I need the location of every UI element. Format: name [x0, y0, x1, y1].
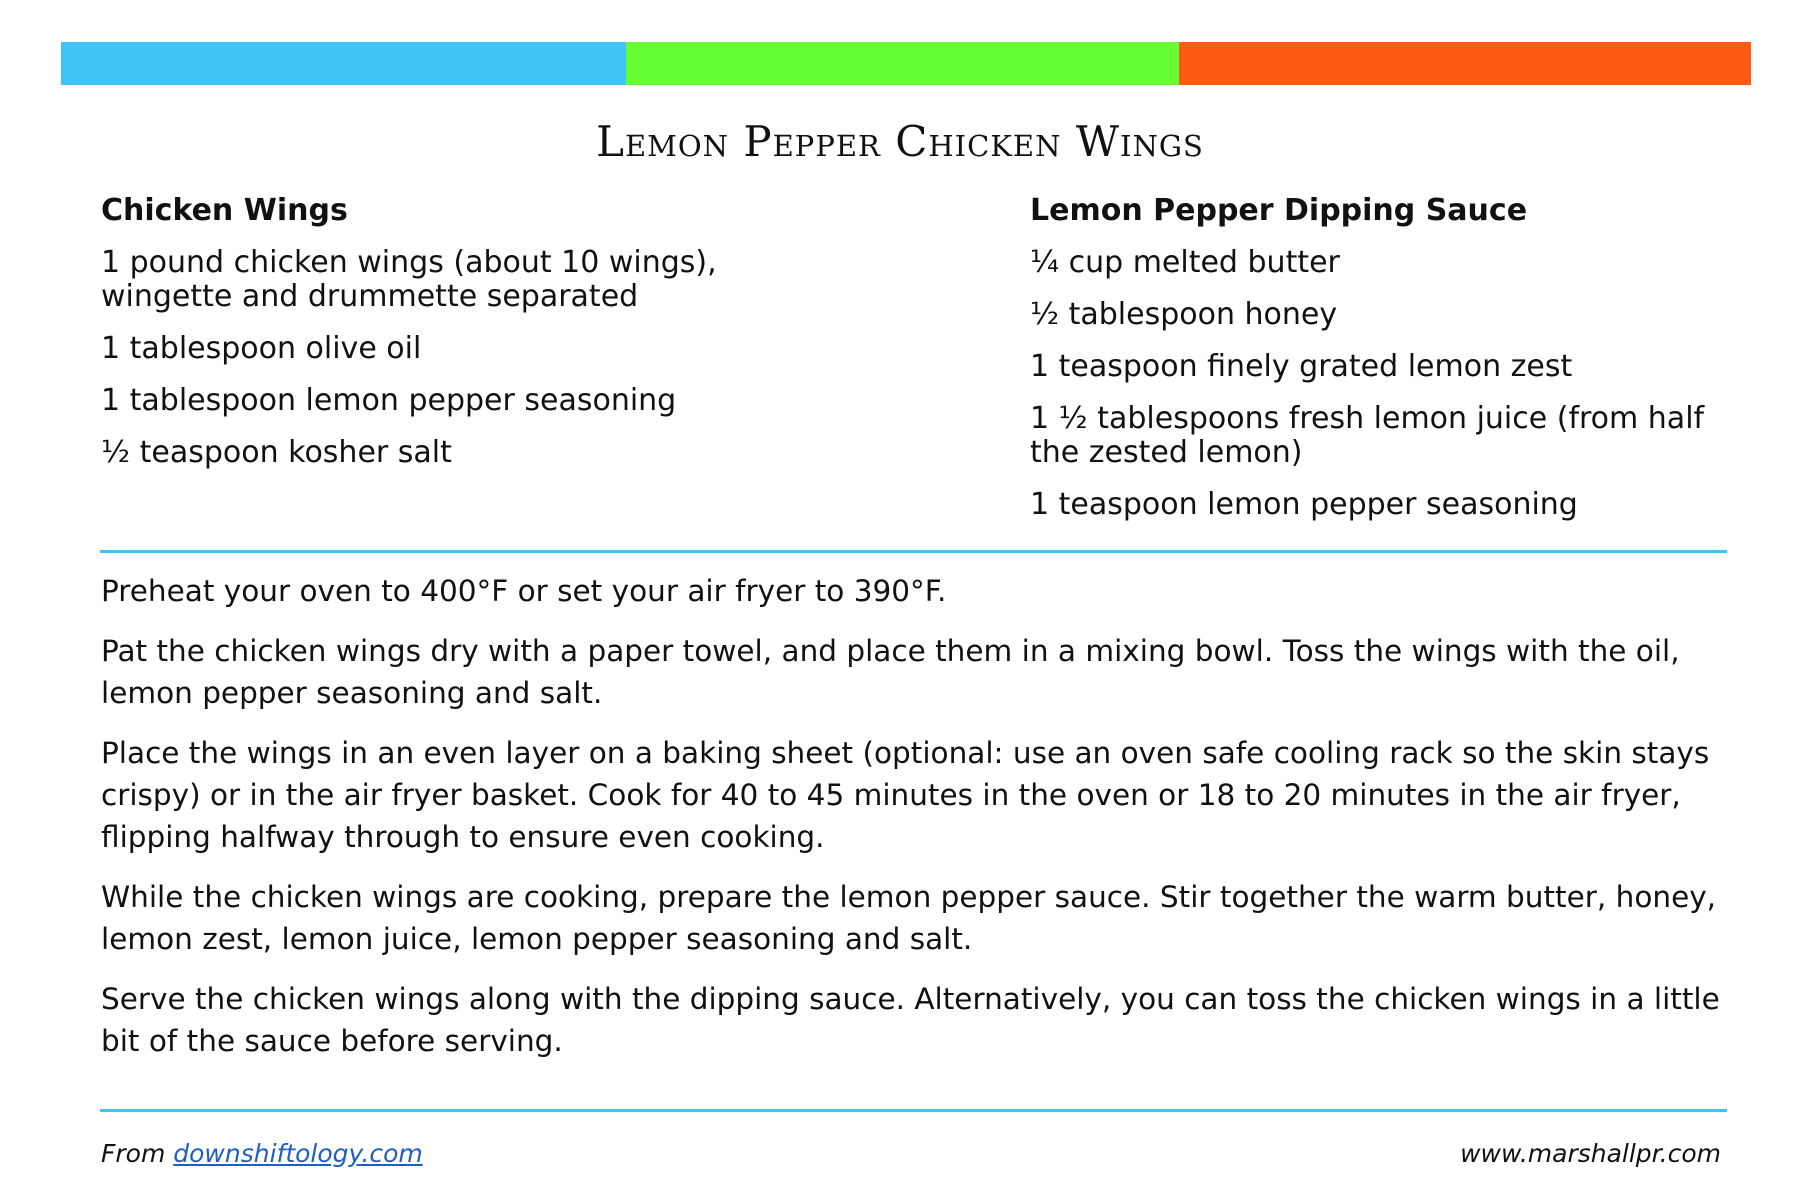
- ingredient-item: 1 tablespoon lemon pepper seasoning: [101, 383, 677, 418]
- recipe-title: Lemon Pepper Chicken Wings: [596, 117, 1204, 166]
- color-bar-blue: [61, 42, 626, 85]
- from-label: From: [101, 1139, 166, 1168]
- instruction-step: Serve the chicken wings along with the dipping sauce. Alternatively, you can toss the chicken wings in a little bit of the sauce before serving.: [101, 982, 1720, 1058]
- divider-bottom: [100, 1109, 1727, 1112]
- instruction-step: Place the wings in an even layer on a baking sheet (optional: use an oven safe cooling rack so the skin stays crispy) or in the air fryer basket. Cook for 40 to 45 minutes in the oven or 18 to 20 minutes in the air fryer, flipping halfway through to ensure even cooking.: [101, 736, 1710, 854]
- source-credit: [101, 1134, 423, 1174]
- ingredients-dipping-sauce: [1030, 192, 1730, 540]
- instructions: [101, 570, 1741, 1080]
- ingredient-item: 1 tablespoon olive oil: [101, 331, 422, 366]
- section-heading: Chicken Wings: [101, 193, 348, 228]
- site-url: www.marshallpr.com: [1460, 1139, 1721, 1168]
- instruction-step: Preheat your oven to 400°F or set your air fryer to 390°F.: [101, 574, 947, 608]
- ingredient-item: 1 teaspoon finely grated lemon zest: [1030, 349, 1573, 384]
- footer: [101, 1134, 1721, 1174]
- section-heading: Lemon Pepper Dipping Sauce: [1030, 193, 1528, 228]
- divider-top: [100, 550, 1727, 553]
- ingredients-chicken-wings: [101, 192, 861, 488]
- ingredient-item: 1 teaspoon lemon pepper seasoning: [1030, 487, 1578, 522]
- color-bar: [61, 42, 1751, 85]
- ingredient-item: ½ teaspoon kosher salt: [101, 435, 452, 470]
- color-bar-green: [626, 42, 1179, 85]
- color-bar-orange: [1179, 42, 1751, 85]
- instruction-step: While the chicken wings are cooking, prepare the lemon pepper sauce. Stir together the warm butter, honey, lemon zest, lemon juice, lemon pepper seasoning and salt.: [101, 880, 1717, 956]
- ingredient-item: 1 ½ tablespoons fresh lemon juice (from half the zested lemon): [1030, 401, 1705, 470]
- instruction-step: Pat the chicken wings dry with a paper towel, and place them in a mixing bowl. Toss the wings with the oil, lemon pepper seasoning and salt.: [101, 634, 1680, 710]
- ingredient-item: 1 pound chicken wings (about 10 wings), wingette and drummette separated: [101, 245, 717, 314]
- ingredient-item: ½ tablespoon honey: [1030, 297, 1338, 332]
- source-link[interactable]: downshiftology.com: [173, 1139, 423, 1168]
- ingredient-item: ¼ cup melted butter: [1030, 245, 1340, 280]
